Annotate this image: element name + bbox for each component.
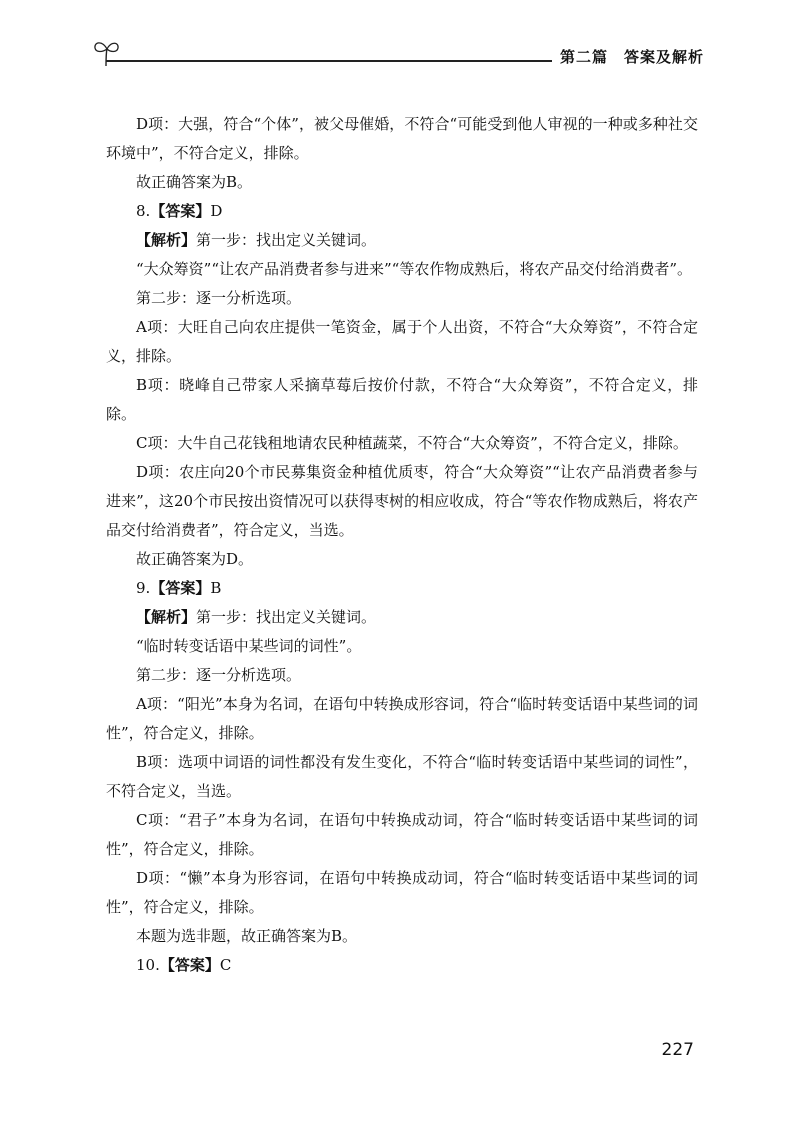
paragraph: C项：大牛自己花钱租地请农民种植蔬菜，不符合“大众筹资”，不符合定义，排除。 [136,434,688,452]
answer-explanations [106,110,698,980]
answer-line [106,574,698,603]
paragraph: A项：大旺自己向农庄提供一笔资金，属于个人出资，不符合“大众筹资”，不符合定义，排除。 [106,318,698,365]
paragraph: D项：农庄向20个市民募集资金种植优质枣，符合“大众筹资”“让农产品消费者参与进来”，这20个市民按出资情况可以获得枣树的相应收成，符合“等农作物成熟后，将农产品交付给消费者”，符合定义，当选。 [106,463,698,539]
answer-value: B [210,579,222,597]
section-title: 第二篇 答案及解析 [559,48,704,66]
answer-line [106,197,698,226]
answer-label: 【答案】 [150,202,211,220]
paragraph: D项：“懒”本身为形容词，在语句中转换成动词，符合“临时转变话语中某些词的词性”，符合定义，排除。 [106,869,698,916]
analysis-label: 【解析】 [136,608,197,626]
paragraph: D项：大强，符合“个体”，被父母催婚，不符合“可能受到他人审视的一种或多种社交环境中”，不符合定义，排除。 [106,115,698,162]
answer-line [106,951,698,980]
analysis-line: 【解析】第一步：找出定义关键词。 [136,231,377,249]
question-number: 10. [136,956,160,974]
page-header [92,36,712,70]
analysis-label: 【解析】 [136,231,197,249]
paragraph: C项：“君子”本身为名词，在语句中转换成动词，符合“临时转变话语中某些词的词性”，符合定义，排除。 [106,811,698,858]
paragraph: 第二步：逐一分析选项。 [136,666,302,684]
paragraph: “大众筹资”“让农产品消费者参与进来”“等农作物成熟后，将农产品交付给消费者”。 [136,260,693,278]
question-number: 9. [136,579,151,597]
sprout-icon [92,36,122,68]
answer-value: C [219,956,232,974]
paragraph: 本题为选非题，故正确答案为B。 [136,927,358,945]
paragraph: “临时转变话语中某些词的词性”。 [136,637,362,655]
answer-value: D [210,202,223,220]
answer-label: 【答案】 [159,956,220,974]
question-number: 8. [136,202,151,220]
paragraph: 故正确答案为D。 [136,550,254,568]
page-number: 227 [661,1040,694,1060]
paragraph: 故正确答案为B。 [136,173,253,191]
paragraph: B项：选项中词语的词性都没有发生变化，不符合“临时转变话语中某些词的词性”，不符合定义，当选。 [106,753,698,800]
paragraph: 第二步：逐一分析选项。 [136,289,302,307]
paragraph: A项：“阳光”本身为名词，在语句中转换成形容词，符合“临时转变话语中某些词的词性”，符合定义，排除。 [106,695,698,742]
paragraph: B项：晓峰自己带家人采摘草莓后按价付款，不符合“大众筹资”，不符合定义，排除。 [106,376,698,423]
answer-label: 【答案】 [150,579,211,597]
header-rule [106,60,552,62]
analysis-line: 【解析】第一步：找出定义关键词。 [136,608,377,626]
